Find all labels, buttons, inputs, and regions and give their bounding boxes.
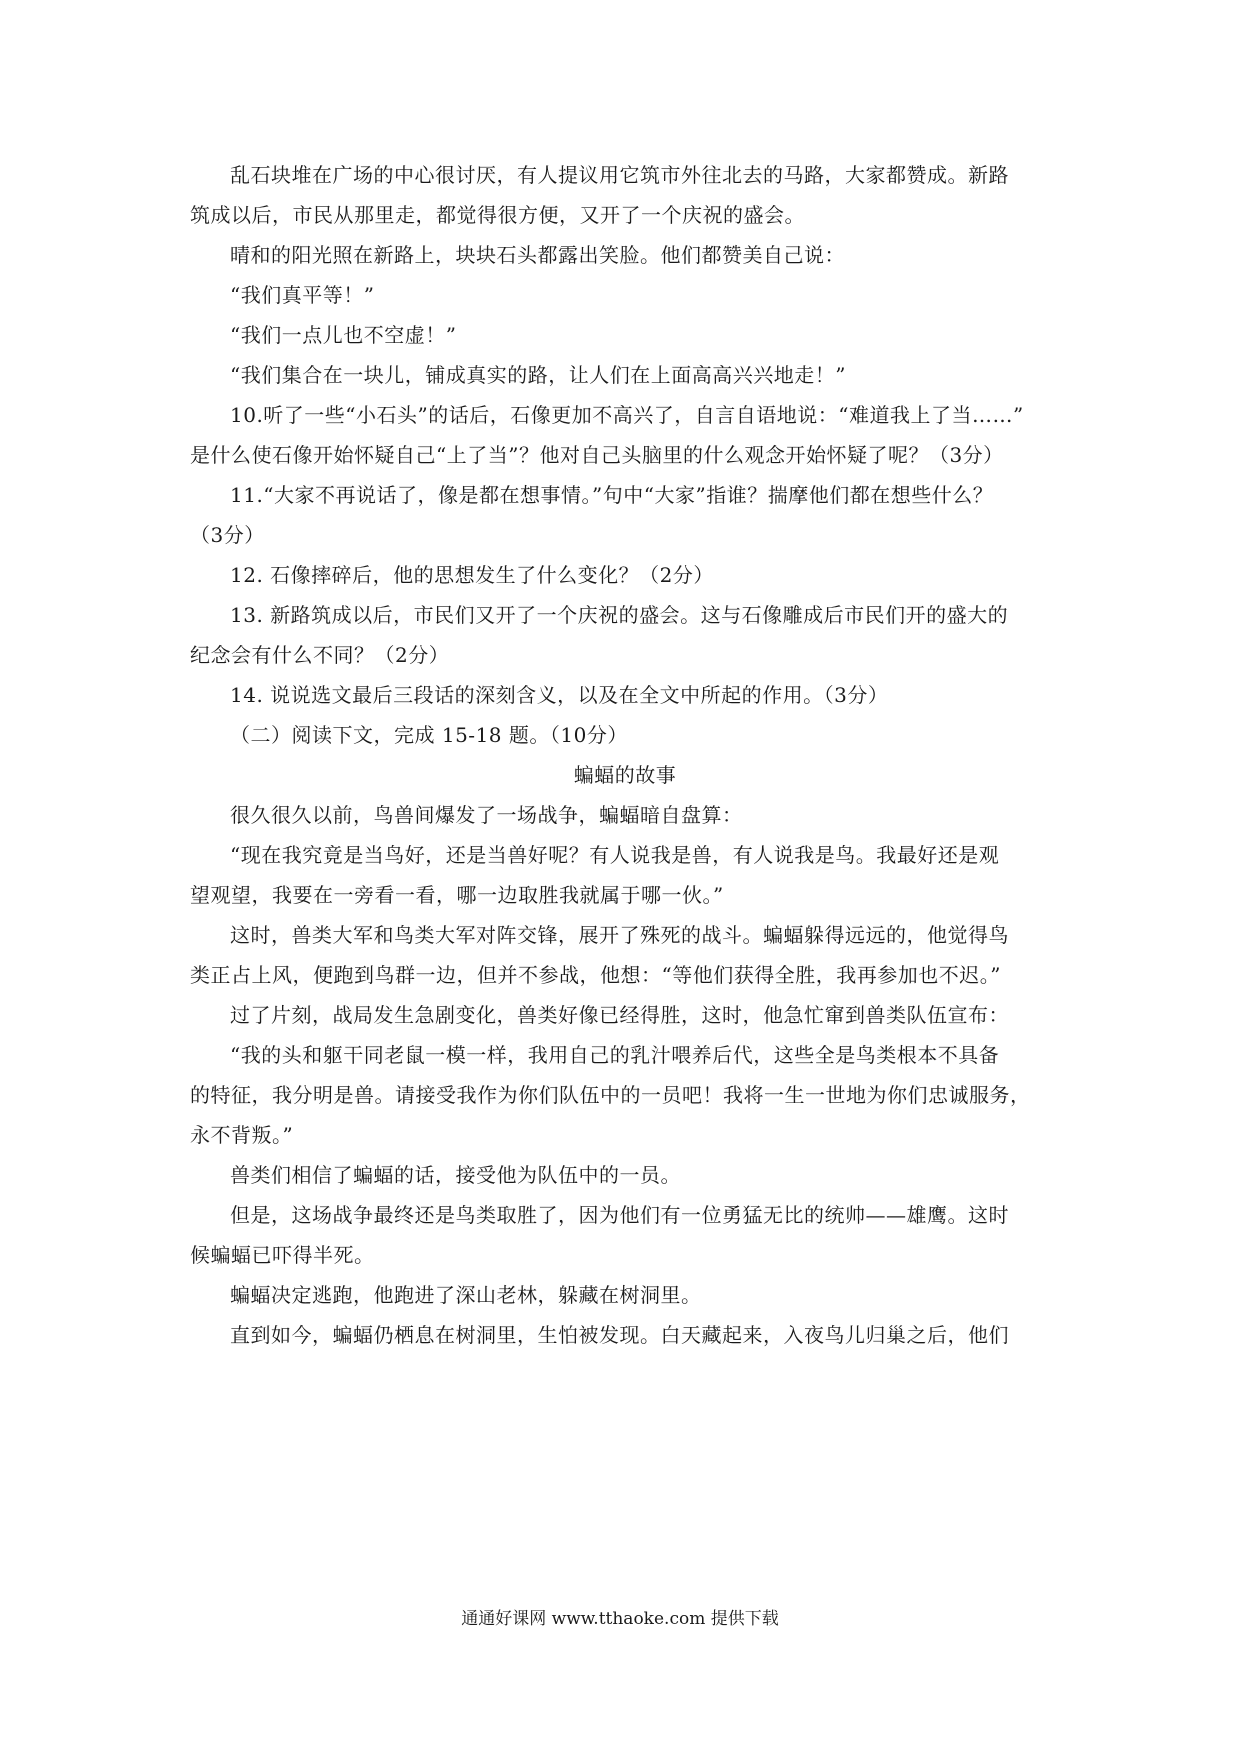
quote-line: “我们一点儿也不空虚！” xyxy=(230,323,457,347)
quote-line: “我们真平等！” xyxy=(230,283,375,307)
question-13-continued: 纪念会有什么不同？（2分） xyxy=(190,643,450,667)
document-body xyxy=(190,155,1060,1355)
question-11-continued: （3分） xyxy=(190,523,265,547)
paragraph-line: 直到如今，蝙蝠仍栖息在树洞里，生怕被发现。白天藏起来，入夜鸟儿归巢之后，他们 xyxy=(230,1323,1009,1347)
story-title: 蝙蝠的故事 xyxy=(573,763,677,787)
paragraph-line: 兽类们相信了蝙蝠的话，接受他为队伍中的一员。 xyxy=(230,1163,681,1187)
paragraph-line: 的特征，我分明是兽。请接受我作为你们队伍中的一员吧！我将一生一世地为你们忠诚服务， xyxy=(190,1083,1031,1107)
question-10-continued: 是什么使石像开始怀疑自己“上了当”？他对自己头脑里的什么观念开始怀疑了呢？（3分） xyxy=(190,443,1004,467)
paragraph-line: 筑成以后，市民从那里走，都觉得很方便，又开了一个庆祝的盛会。 xyxy=(190,203,805,227)
quote-line: “现在我究竟是当鸟好，还是当兽好呢？有人说我是兽，有人说我是鸟。我最好还是观 xyxy=(230,843,1000,867)
paragraph-line: 望观望，我要在一旁看一看，哪一边取胜我就属于哪一伙。” xyxy=(190,883,724,907)
paragraph-line: 过了片刻，战局发生急剧变化，兽类好像已经得胜，这时，他急忙窜到兽类队伍宣布： xyxy=(230,1003,1009,1027)
page-footer: 通通好课网 www.tthaoke.com 提供下载 xyxy=(461,1609,779,1629)
question-10: 10.听了一些“小石头”的话后，石像更加不高兴了，自言自语地说：“难道我上了当……” xyxy=(230,403,1024,427)
paragraph-line: 乱石块堆在广场的中心很讨厌，有人提议用它筑市外往北去的马路，大家都赞成。新路 xyxy=(230,163,1009,187)
paragraph-line: 很久很久以前，鸟兽间爆发了一场战争，蝙蝠暗自盘算： xyxy=(230,803,743,827)
paragraph-line: 晴和的阳光照在新路上，块块石头都露出笑脸。他们都赞美自己说： xyxy=(230,243,845,267)
paragraph-line: 永不背叛。” xyxy=(190,1123,294,1147)
paragraph-line: 这时，兽类大军和鸟类大军对阵交锋，展开了殊死的战斗。蝙蝠躲得远远的，他觉得鸟 xyxy=(230,923,1009,947)
quote-line: “我的头和躯干同老鼠一模一样，我用自己的乳汁喂养后代，这些全是鸟类根本不具备 xyxy=(230,1043,1000,1067)
question-14: 14. 说说选文最后三段话的深刻含义，以及在全文中所起的作用。（3分） xyxy=(230,683,889,707)
paragraph-line: 候蝙蝠已吓得半死。 xyxy=(190,1243,375,1267)
section-heading: （二）阅读下文，完成 15-18 题。（10分） xyxy=(230,723,628,747)
paragraph-line: 类正占上风，便跑到鸟群一边，但并不参战，他想：“等他们获得全胜，我再参加也不迟。” xyxy=(190,963,1001,987)
question-12: 12. 石像摔碎后，他的思想发生了什么变化？（2分） xyxy=(230,563,714,587)
question-13: 13. 新路筑成以后，市民们又开了一个庆祝的盛会。这与石像雕成后市民们开的盛大的 xyxy=(230,603,1009,627)
question-11: 11.“大家不再说话了，像是都在想事情。”句中“大家”指谁？揣摩他们都在想些什么？ xyxy=(230,483,994,507)
paragraph-line: 但是，这场战争最终还是鸟类取胜了，因为他们有一位勇猛无比的统帅——雄鹰。这时 xyxy=(230,1203,1009,1227)
paragraph-line: 蝙蝠决定逃跑，他跑进了深山老林，躲藏在树洞里。 xyxy=(230,1283,702,1307)
quote-line: “我们集合在一块儿，铺成真实的路，让人们在上面高高兴兴地走！” xyxy=(230,363,846,387)
